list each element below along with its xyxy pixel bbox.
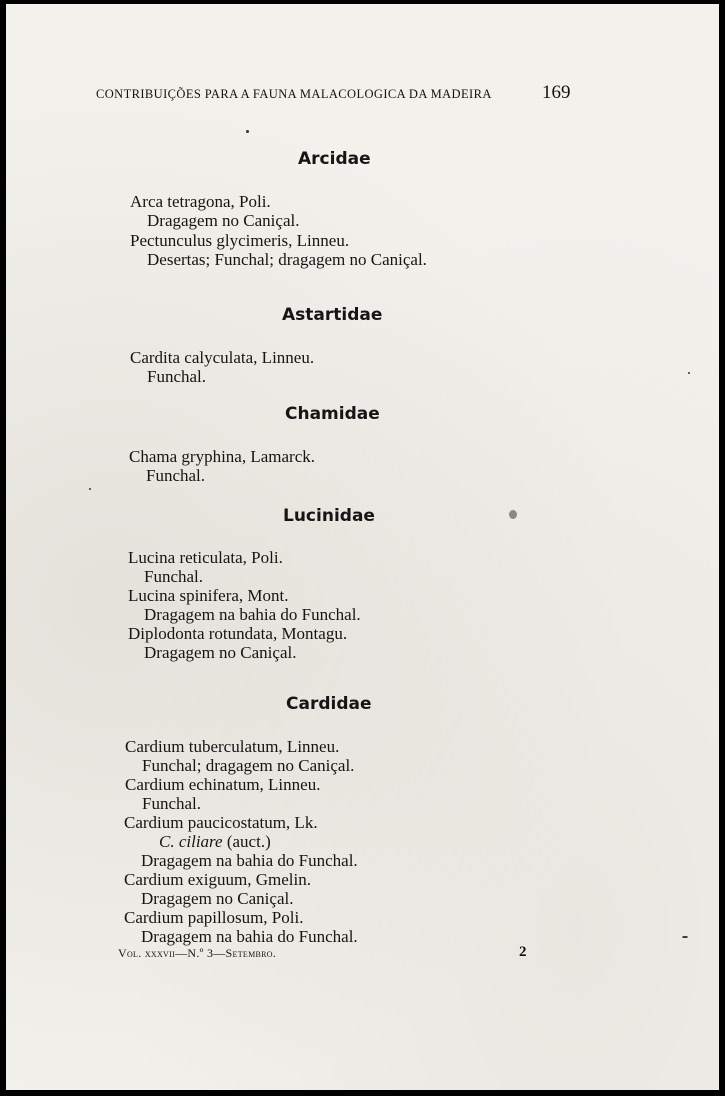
species-entry: Cardita calyculata, Linneu. xyxy=(130,348,315,367)
species-entry: Cardium papillosum, Poli. xyxy=(124,908,304,927)
locality-entry: Funchal. xyxy=(147,367,207,386)
locality-entry: Funchal. xyxy=(142,794,202,813)
locality-entry: Dragagem na bahia do Funchal. xyxy=(144,605,361,624)
species-entry: Cardium tuberculatum, Linneu. xyxy=(125,737,340,756)
species-entry: Chama gryphina, Lamarck. xyxy=(129,447,315,466)
locality-entry: Dragagem no Caniçal. xyxy=(141,889,294,908)
paper-speck xyxy=(688,372,690,374)
locality-entry: Funchal. xyxy=(144,567,204,586)
volume-footer: Vol. xxxvii—N.º 3—Setembro. xyxy=(118,946,277,960)
locality-entry: Dragagem no Caniçal. xyxy=(147,211,300,230)
species-entry: Cardium paucicostatum, Lk. xyxy=(124,813,318,832)
paper-speck xyxy=(246,130,249,133)
species-entry: Cardium exiguum, Gmelin. xyxy=(124,870,311,889)
running-title: CONTRIBUIÇÕES PARA A FAUNA MALACOLOGICA DA MADEIRA xyxy=(96,87,492,101)
species-entry: Diplodonta rotundata, Montagu. xyxy=(128,624,348,643)
section-heading-arcidae: Arcidae xyxy=(298,149,371,169)
synonym-name: C. ciliare xyxy=(159,832,223,851)
signature-mark: 2 xyxy=(519,944,527,960)
paper-speck xyxy=(89,488,91,490)
document-page xyxy=(6,4,719,1090)
species-entry: Arca tetragona, Poli. xyxy=(130,192,271,211)
species-entry: Lucina spinifera, Mont. xyxy=(128,586,289,605)
locality-entry: Funchal. xyxy=(146,466,206,485)
synonym-entry xyxy=(159,832,271,852)
species-entry: Cardium echinatum, Linneu. xyxy=(125,775,321,794)
section-heading-astartidae: Astartidae xyxy=(282,305,383,325)
locality-entry: Dragagem na bahia do Funchal. xyxy=(141,851,358,870)
section-heading-cardidae: Cardidae xyxy=(286,694,372,714)
locality-entry: Dragagem na bahia do Funchal. xyxy=(141,927,358,946)
paper-speck xyxy=(682,936,688,938)
paper-speck xyxy=(509,510,517,519)
species-entry: Lucina reticulata, Poli. xyxy=(128,548,283,567)
locality-entry: Funchal; dragagem no Caniçal. xyxy=(142,756,355,775)
locality-entry: Dragagem no Caniçal. xyxy=(144,643,297,662)
page-number: 169 xyxy=(542,82,571,103)
section-heading-chamidae: Chamidae xyxy=(285,404,380,424)
synonym-authority: (auct.) xyxy=(226,832,271,851)
species-entry: Pectunculus glycimeris, Linneu. xyxy=(130,231,350,250)
section-heading-lucinidae: Lucinidae xyxy=(283,506,375,526)
locality-entry: Desertas; Funchal; dragagem no Caniçal. xyxy=(147,250,427,269)
